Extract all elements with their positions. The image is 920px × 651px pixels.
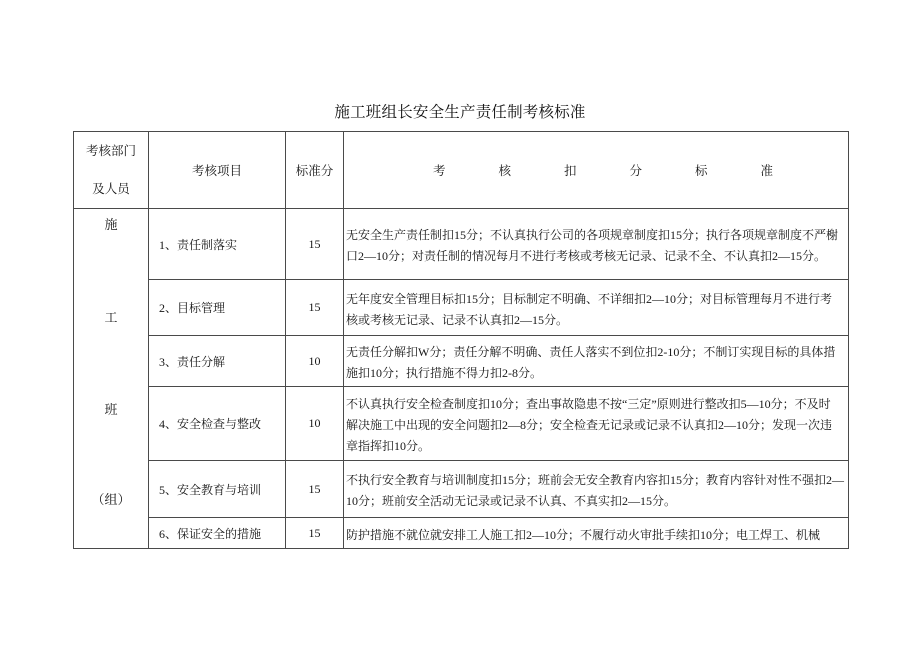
department-label-char: 施 xyxy=(104,217,118,232)
item-cell: 3、责任分解 xyxy=(149,336,286,387)
item-cell: 5、安全教育与培训 xyxy=(149,461,286,518)
criteria-line: 解决施工中出现的安全问题扣2—8分；安全检查无记录或记录不认真扣2—10分；发现一次违 xyxy=(346,418,833,432)
item-cell: 4、安全检查与整改 xyxy=(149,387,286,461)
header-department-line-2: 及人员 xyxy=(92,182,130,196)
header-department-line-1: 考核部门 xyxy=(85,144,136,158)
criteria-line: 章指挥扣10分。 xyxy=(346,439,431,453)
table-row xyxy=(74,518,849,549)
criteria-cell xyxy=(344,518,849,549)
criteria-cell xyxy=(344,336,849,387)
header-department xyxy=(74,132,149,209)
table-row xyxy=(74,209,849,280)
item-cell: 6、保证安全的措施 xyxy=(149,518,286,549)
criteria-cell xyxy=(344,387,849,461)
item-cell: 2、目标管理 xyxy=(149,280,286,336)
score-cell: 15 xyxy=(286,280,344,336)
criteria-cell xyxy=(344,280,849,336)
criteria-line: 口2—10分；对责任制的情况每月不进行考核或考核无记录、记录不全、不认真扣2—15分。 xyxy=(346,249,827,263)
criteria-line: 无年度安全管理目标扣15分；目标制定不明确、不详细扣2—10分；对目标管理每月不进行考 xyxy=(346,291,833,306)
criteria-line: 不执行安全教育与培训制度扣15分；班前会无安全教育内容扣15分；教育内容针对性不强扣2— xyxy=(346,473,845,487)
table-row xyxy=(74,336,849,387)
score-cell: 10 xyxy=(286,387,344,461)
department-label-char: 工 xyxy=(104,310,118,325)
criteria-cell xyxy=(344,461,849,518)
score-cell: 15 xyxy=(286,461,344,518)
header-criteria: 考核扣分标准 xyxy=(344,132,849,209)
score-cell: 10 xyxy=(286,336,344,387)
header-score: 标准分 xyxy=(286,132,344,209)
criteria-line: 核或考核无记录、记录不认真扣2—15分。 xyxy=(346,312,569,327)
department-label-char: 班 xyxy=(104,402,118,417)
department-label-column xyxy=(74,209,148,547)
department-label-char: （组） xyxy=(91,492,131,507)
criteria-line: 10分；班前安全活动无记录或记录不认真、不真实扣2—15分。 xyxy=(346,494,677,508)
table-row xyxy=(74,387,849,461)
criteria-line: 施扣10分；执行措施不得力扣2-8分。 xyxy=(346,366,542,380)
score-cell: 15 xyxy=(286,518,344,549)
criteria-line: 无安全生产责任制扣15分；不认真执行公司的各项规章制度扣15分；执行各项规章制度不严榭 xyxy=(346,228,839,242)
criteria-line: 不认真执行安全检查制度扣10分；查出事故隐患不按“三定”原则进行整改扣5—10分；不及时 xyxy=(346,397,831,411)
item-cell: 1、责任制落实 xyxy=(149,209,286,280)
assessment-table xyxy=(73,131,849,549)
score-cell: 15 xyxy=(286,209,344,280)
criteria-cell xyxy=(344,209,849,280)
table-row xyxy=(74,280,849,336)
criteria-line: 无责任分解扣W分；责任分解不明确、责任人落实不到位扣2-10分；不制订实现目标的具体措 xyxy=(346,345,836,359)
criteria-line: 防护措施不就位就安排工人施工扣2—10分；不履行动火审批手续扣10分；电工焊工、机械 xyxy=(346,527,821,542)
header-row xyxy=(74,132,849,209)
document-title: 施工班组长安全生产责任制考核标准 xyxy=(334,104,586,121)
table-row xyxy=(74,461,849,518)
header-item: 考核项目 xyxy=(149,132,286,209)
department-cell xyxy=(74,209,149,549)
